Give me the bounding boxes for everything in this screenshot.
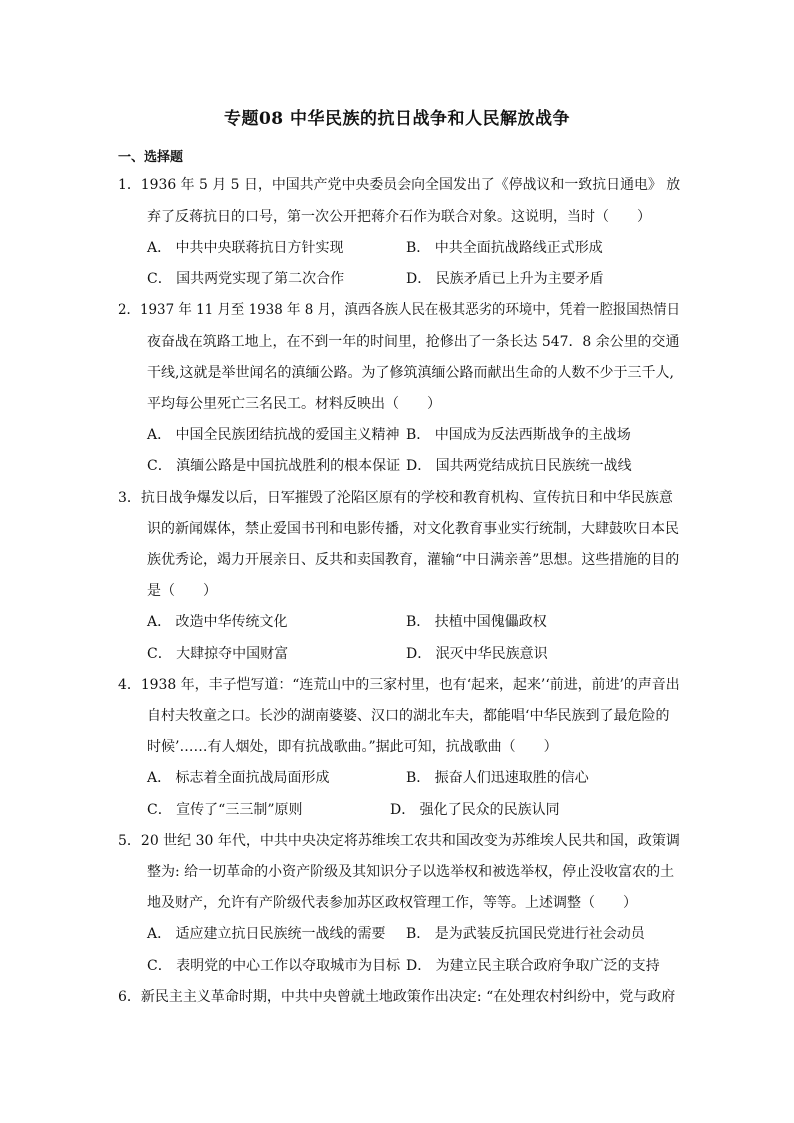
- question-2-option-a[interactable]: A． 中国全民族团结抗战的爱国主义精神: [147, 427, 400, 443]
- question-3-line-4: 是（ ）: [147, 583, 217, 599]
- question-3-option-a[interactable]: A． 改造中华传统文化: [147, 614, 288, 630]
- question-3-option-c[interactable]: C． 大肆掠夺中国财富: [147, 646, 289, 662]
- question-3-line-1: 3．抗日战争爆发以后，日军摧毁了沦陷区原有的学校和教育机构、宣传抗日和中华民族意: [118, 490, 673, 506]
- question-5-option-b[interactable]: B． 是为武装反抗国民党进行社会动员: [406, 926, 645, 942]
- question-4-option-a[interactable]: A． 标志着全面抗战局面形成: [147, 770, 330, 786]
- question-2-line-4: 平均每公里死亡三名民工。材料反映出（ ）: [147, 396, 441, 412]
- question-4-option-c[interactable]: C． 宣传了“三三制”原则: [147, 802, 303, 818]
- question-2-option-d[interactable]: D． 国共两党结成抗日民族统一战线: [406, 458, 632, 474]
- question-4-line-3: 时候’……有人烟处，即有抗战歌曲。”据此可知，抗战歌曲（ ）: [147, 739, 558, 755]
- question-6-line-1: 6．新民主主义革命时期，中共中央曾就土地政策作出决定: “在处理农村纠纷中，党与政府: [118, 989, 676, 1005]
- question-3-line-3: 族优秀论，竭力开展亲日、反共和卖国教育，灌输“中日满亲善”思想。这些措施的目的: [147, 552, 680, 568]
- question-2-option-c[interactable]: C． 滇缅公路是中国抗战胜利的根本保证: [147, 458, 401, 474]
- question-4-option-d[interactable]: D． 强化了民众的民族认同: [390, 802, 560, 818]
- question-4-option-b[interactable]: B． 振奋人们迅速取胜的信心: [406, 770, 589, 786]
- question-5-option-a[interactable]: A． 适应建立抗日民族统一战线的需要: [147, 926, 386, 942]
- question-5-line-1: 5．20 世纪 30 年代，中共中央决定将苏维埃工农共和国改变为苏维埃人民共和国，政策调: [118, 833, 680, 849]
- question-1-option-d[interactable]: D． 民族矛盾已上升为主要矛盾: [406, 271, 604, 287]
- question-1-line-1: 1．1936 年 5 月 5 日，中国共产党中央委员会向全国发出了《停战议和一致抗日通电》 放: [118, 177, 681, 193]
- question-1-line-2: 弃了反蒋抗日的口号，第一次公开把蒋介石作为联合对象。这说明，当时（ ）: [147, 209, 651, 225]
- section-heading: 一、选择题: [118, 150, 184, 165]
- question-4-line-1: 4．1938 年，丰子恺写道：“连荒山中的三家村里，也有‘起来，起来’‘前进，前进’的声音出: [118, 677, 680, 693]
- question-4-line-2: 自村夫牧童之口。长沙的湖南婆婆、汉口的湖北车夫，都能唱‘中华民族到了最危险的: [147, 708, 670, 724]
- question-2-line-3: 干线,这就是举世闻名的滇缅公路。为了修筑滇缅公路而献出生命的人数不少于三千人,: [147, 365, 674, 381]
- question-3-option-d[interactable]: D． 泯灭中华民族意识: [406, 646, 548, 662]
- question-3-option-b[interactable]: B． 扶植中国傀儡政权: [406, 614, 547, 630]
- question-2-line-2: 夜奋战在筑路工地上，在不到一年的时间里，抢修出了一条长达 547．8 余公里的交通: [147, 334, 680, 350]
- question-5-line-2: 整为: 给一切革命的小资产阶级及其知识分子以选举权和被选举权，停止没收富农的土: [147, 864, 675, 880]
- question-5-option-c[interactable]: C． 表明党的中心工作以夺取城市为目标: [147, 958, 401, 974]
- question-3-line-2: 识的新闻媒体，禁止爱国书刊和电影传播，对文化教育事业实行统制，大肆鼓吹日本民: [147, 521, 679, 537]
- question-1-option-b[interactable]: B． 中共全面抗战路线正式形成: [406, 240, 603, 256]
- page-title: 专题08 中华民族的抗日战争和人民解放战争: [223, 109, 571, 129]
- question-1-option-c[interactable]: C． 国共两党实现了第二次合作: [147, 271, 345, 287]
- question-1-option-a[interactable]: A． 中共中央联蒋抗日方针实现: [147, 240, 344, 256]
- question-2-option-b[interactable]: B． 中国成为反法西斯战争的主战场: [406, 427, 631, 443]
- question-2-line-1: 2．1937 年 11 月至 1938 年 8 月，滇西各族人民在极其恶劣的环境中，凭着一腔报国热情日: [118, 302, 681, 318]
- question-5-line-3: 地及财产，允许有产阶级代表参加苏区政权管理工作，等等。上述调整（ ）: [147, 895, 637, 911]
- question-5-option-d[interactable]: D． 为建立民主联合政府争取广泛的支持: [406, 958, 660, 974]
